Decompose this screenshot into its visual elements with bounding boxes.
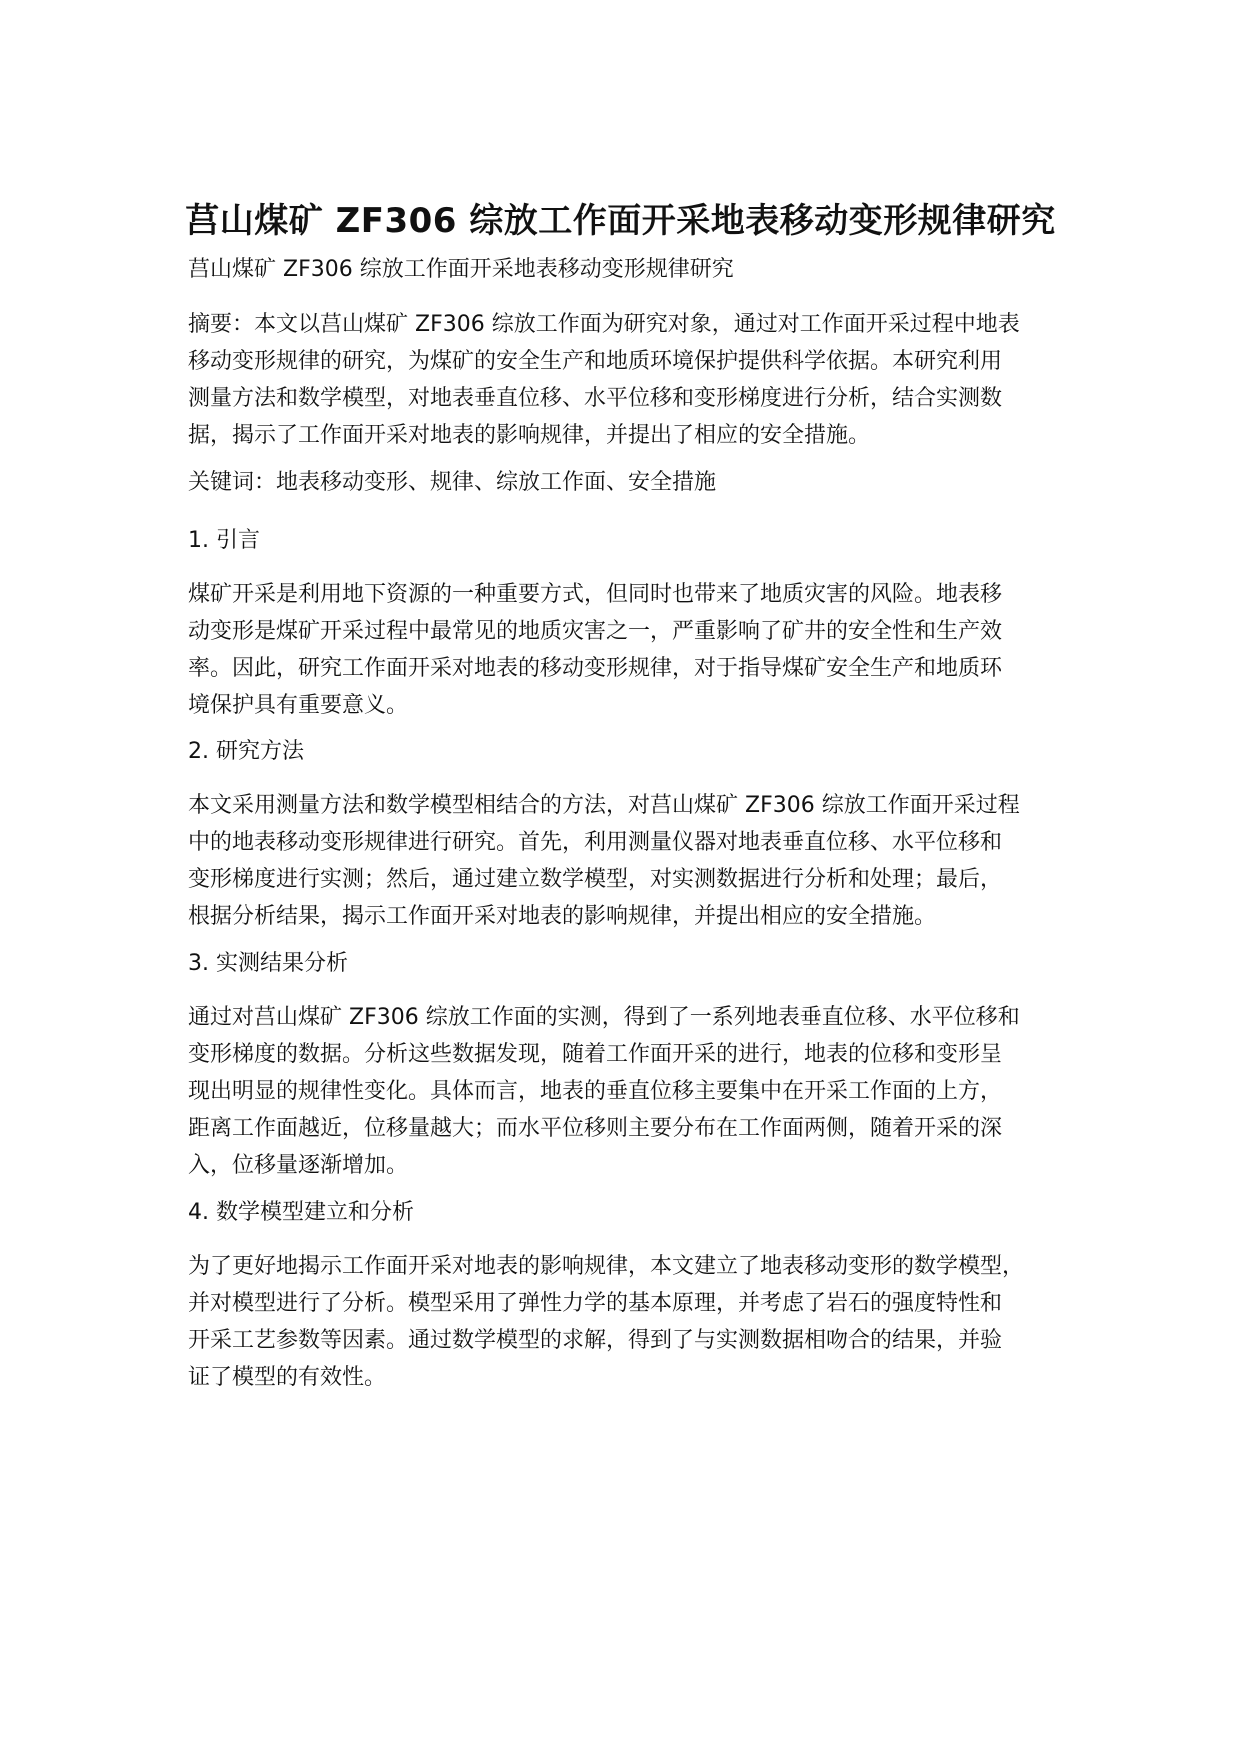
body-line: 开采工艺参数等因素。通过数学模型的求解，得到了与实测数据相吻合的结果，并验	[188, 1328, 1003, 1353]
body-line: 并对模型进行了分析。模型采用了弹性力学的基本原理，并考虑了岩石的强度特性和	[188, 1291, 1003, 1316]
document-subtitle: 莒山煤矿 ZF306 综放工作面开采地表移动变形规律研究	[188, 257, 734, 282]
body-line: 现出明显的规律性变化。具体而言，地表的垂直位移主要集中在开采工作面的上方，	[188, 1079, 1003, 1104]
body-line: 通过对莒山煤矿 ZF306 综放工作面的实测，得到了一系列地表垂直位移、水平位移和	[188, 1005, 1020, 1030]
keywords-line: 关键词：地表移动变形、规律、综放工作面、安全措施	[188, 470, 717, 495]
abstract-line: 移动变形规律的研究，为煤矿的安全生产和地质环境保护提供科学依据。本研究利用	[188, 349, 1003, 374]
body-line: 率。因此，研究工作面开采对地表的移动变形规律，对于指导煤矿安全生产和地质环	[188, 656, 1003, 681]
body-line: 为了更好地揭示工作面开采对地表的影响规律，本文建立了地表移动变形的数学模型，	[188, 1254, 1025, 1279]
section-body-results	[188, 999, 1088, 1184]
section-heading-model: 4. 数学模型建立和分析	[188, 1200, 414, 1225]
body-line: 变形梯度的数据。分析这些数据发现，随着工作面开采的进行，地表的位移和变形呈	[188, 1042, 1003, 1067]
body-line: 煤矿开采是利用地下资源的一种重要方式，但同时也带来了地质灾害的风险。地表移	[188, 582, 1003, 607]
document-title: 莒山煤矿 ZF306 综放工作面开采地表移动变形规律研究	[185, 200, 1056, 241]
body-line: 本文采用测量方法和数学模型相结合的方法，对莒山煤矿 ZF306 综放工作面开采过程	[188, 793, 1020, 818]
abstract-line: 测量方法和数学模型，对地表垂直位移、水平位移和变形梯度进行分析，结合实测数	[188, 386, 1003, 411]
body-line: 证了模型的有效性。	[188, 1365, 387, 1390]
body-line: 变形梯度进行实测；然后，通过建立数学模型，对实测数据进行分析和处理；最后，	[188, 867, 1003, 892]
section-body-model	[188, 1248, 1088, 1396]
section-body-methods	[188, 787, 1088, 935]
body-line: 根据分析结果，揭示工作面开采对地表的影响规律，并提出相应的安全措施。	[188, 904, 937, 929]
body-line: 距离工作面越近，位移量越大；而水平位移则主要分布在工作面两侧，随着开采的深	[188, 1116, 1003, 1141]
body-line: 动变形是煤矿开采过程中最常见的地质灾害之一，严重影响了矿井的安全性和生产效	[188, 619, 1003, 644]
section-heading-introduction: 1. 引言	[188, 528, 260, 553]
body-line: 入，位移量逐渐增加。	[188, 1153, 409, 1178]
abstract-line: 据，揭示了工作面开采对地表的影响规律，并提出了相应的安全措施。	[188, 423, 871, 448]
abstract-paragraph	[188, 306, 1088, 454]
section-heading-results: 3. 实测结果分析	[188, 951, 348, 976]
section-body-introduction	[188, 576, 1088, 724]
abstract-line: 摘要：本文以莒山煤矿 ZF306 综放工作面为研究对象，通过对工作面开采过程中地表	[188, 312, 1020, 337]
section-heading-methods: 2. 研究方法	[188, 739, 304, 764]
body-line: 中的地表移动变形规律进行研究。首先，利用测量仪器对地表垂直位移、水平位移和	[188, 830, 1003, 855]
body-line: 境保护具有重要意义。	[188, 693, 409, 718]
